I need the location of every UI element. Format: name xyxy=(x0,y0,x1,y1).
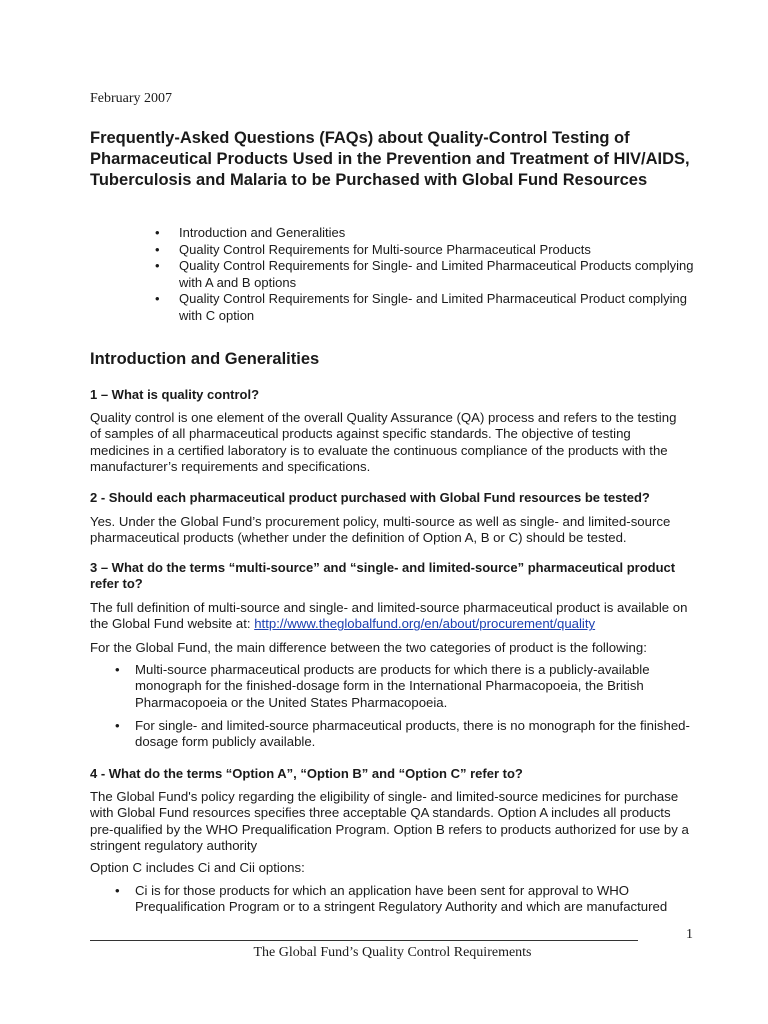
answer-1: Quality control is one element of the overall Quality Assurance (QA) process and refers to the testing of samples of all pharmaceutical products against specific standards. The objective of testing medicines in a certified laboratory is to evaluate the continuous compliance of the products with the manufacturer’s requirements and specifications. xyxy=(90,410,677,475)
page-number: 1 xyxy=(686,927,693,942)
question-1: 1 – What is quality control? xyxy=(90,387,260,402)
footer-rule xyxy=(90,940,638,941)
answer-3-text: The full definition of multi-source and single- and limited-source pharmaceutical product is available on the Global Fund website at: xyxy=(90,600,688,632)
toc-item: • Quality Control Requirements for Multi-source Pharmaceutical Products xyxy=(155,242,695,259)
document-title: Frequently-Asked Questions (FAQs) about Quality-Control Testing of Pharmaceutical Products Used in the Prevention and Treatment of HIV/AIDS, Tuberculosis and Malaria to be Purchased with Global Fund Resources xyxy=(90,129,690,189)
list-item: • For single- and limited-source pharmaceutical products, there is no monograph for the finished-dosage form publicly available. xyxy=(90,718,690,751)
question-4: 4 - What do the terms “Option A”, “Option B” and “Option C” refer to? xyxy=(90,766,523,781)
footer-text: The Global Fund’s Quality Control Requirements xyxy=(253,945,532,960)
toc-item: • Quality Control Requirements for Single- and Limited Pharmaceutical Products complying with A and B options xyxy=(155,258,695,291)
toc-item: • Quality Control Requirements for Single- and Limited Pharmaceutical Product complying with C option xyxy=(155,291,695,324)
q4-bullet-list xyxy=(90,883,690,916)
list-item: • Ci is for those products for which an application have been sent for approval to WHO Prequalification Program or to a stringent Regulatory Authority and which are manufactured xyxy=(90,883,690,916)
answer-4: The Global Fund's policy regarding the eligibility of single- and limited-source medicines for purchase with Global Fund resources specifies three acceptable QA standards. Option A includes all products pre-qualified by the WHO Prequalification Program. Option B refers to products authorized for use by a stringent regulatory authority xyxy=(90,789,689,854)
answer-3 xyxy=(90,600,690,633)
list-item: • Multi-source pharmaceutical products are products for which there is a publicly-available monograph for the finished-dosage form in the International Pharmacopoeia, the British Pharmacopoeia or the United States Pharmacopoeia. xyxy=(90,662,690,711)
question-2: 2 - Should each pharmaceutical product purchased with Global Fund resources be tested? xyxy=(90,490,650,505)
q3-bullet-1-list xyxy=(90,662,690,711)
difference-intro: For the Global Fund, the main difference between the two categories of product is the following: xyxy=(90,640,647,655)
document-date: February 2007 xyxy=(90,91,173,106)
question-3: 3 – What do the terms “multi-source” and “single- and limited-source” pharmaceutical product refer to? xyxy=(90,560,676,591)
option-c-intro: Option C includes Ci and Cii options: xyxy=(90,860,305,875)
quality-link[interactable]: http://www.theglobalfund.org/en/about/procurement/quality xyxy=(254,616,596,632)
q3-bullet-2-list xyxy=(90,718,690,751)
section-heading: Introduction and Generalities xyxy=(90,350,320,368)
table-of-contents xyxy=(155,225,695,324)
toc-item: • Introduction and Generalities xyxy=(155,225,695,242)
answer-2: Yes. Under the Global Fund’s procurement policy, multi-source as well as single- and limited-source pharmaceutical products (whether under the definition of Option A, B or C) should be tested. xyxy=(90,514,671,546)
